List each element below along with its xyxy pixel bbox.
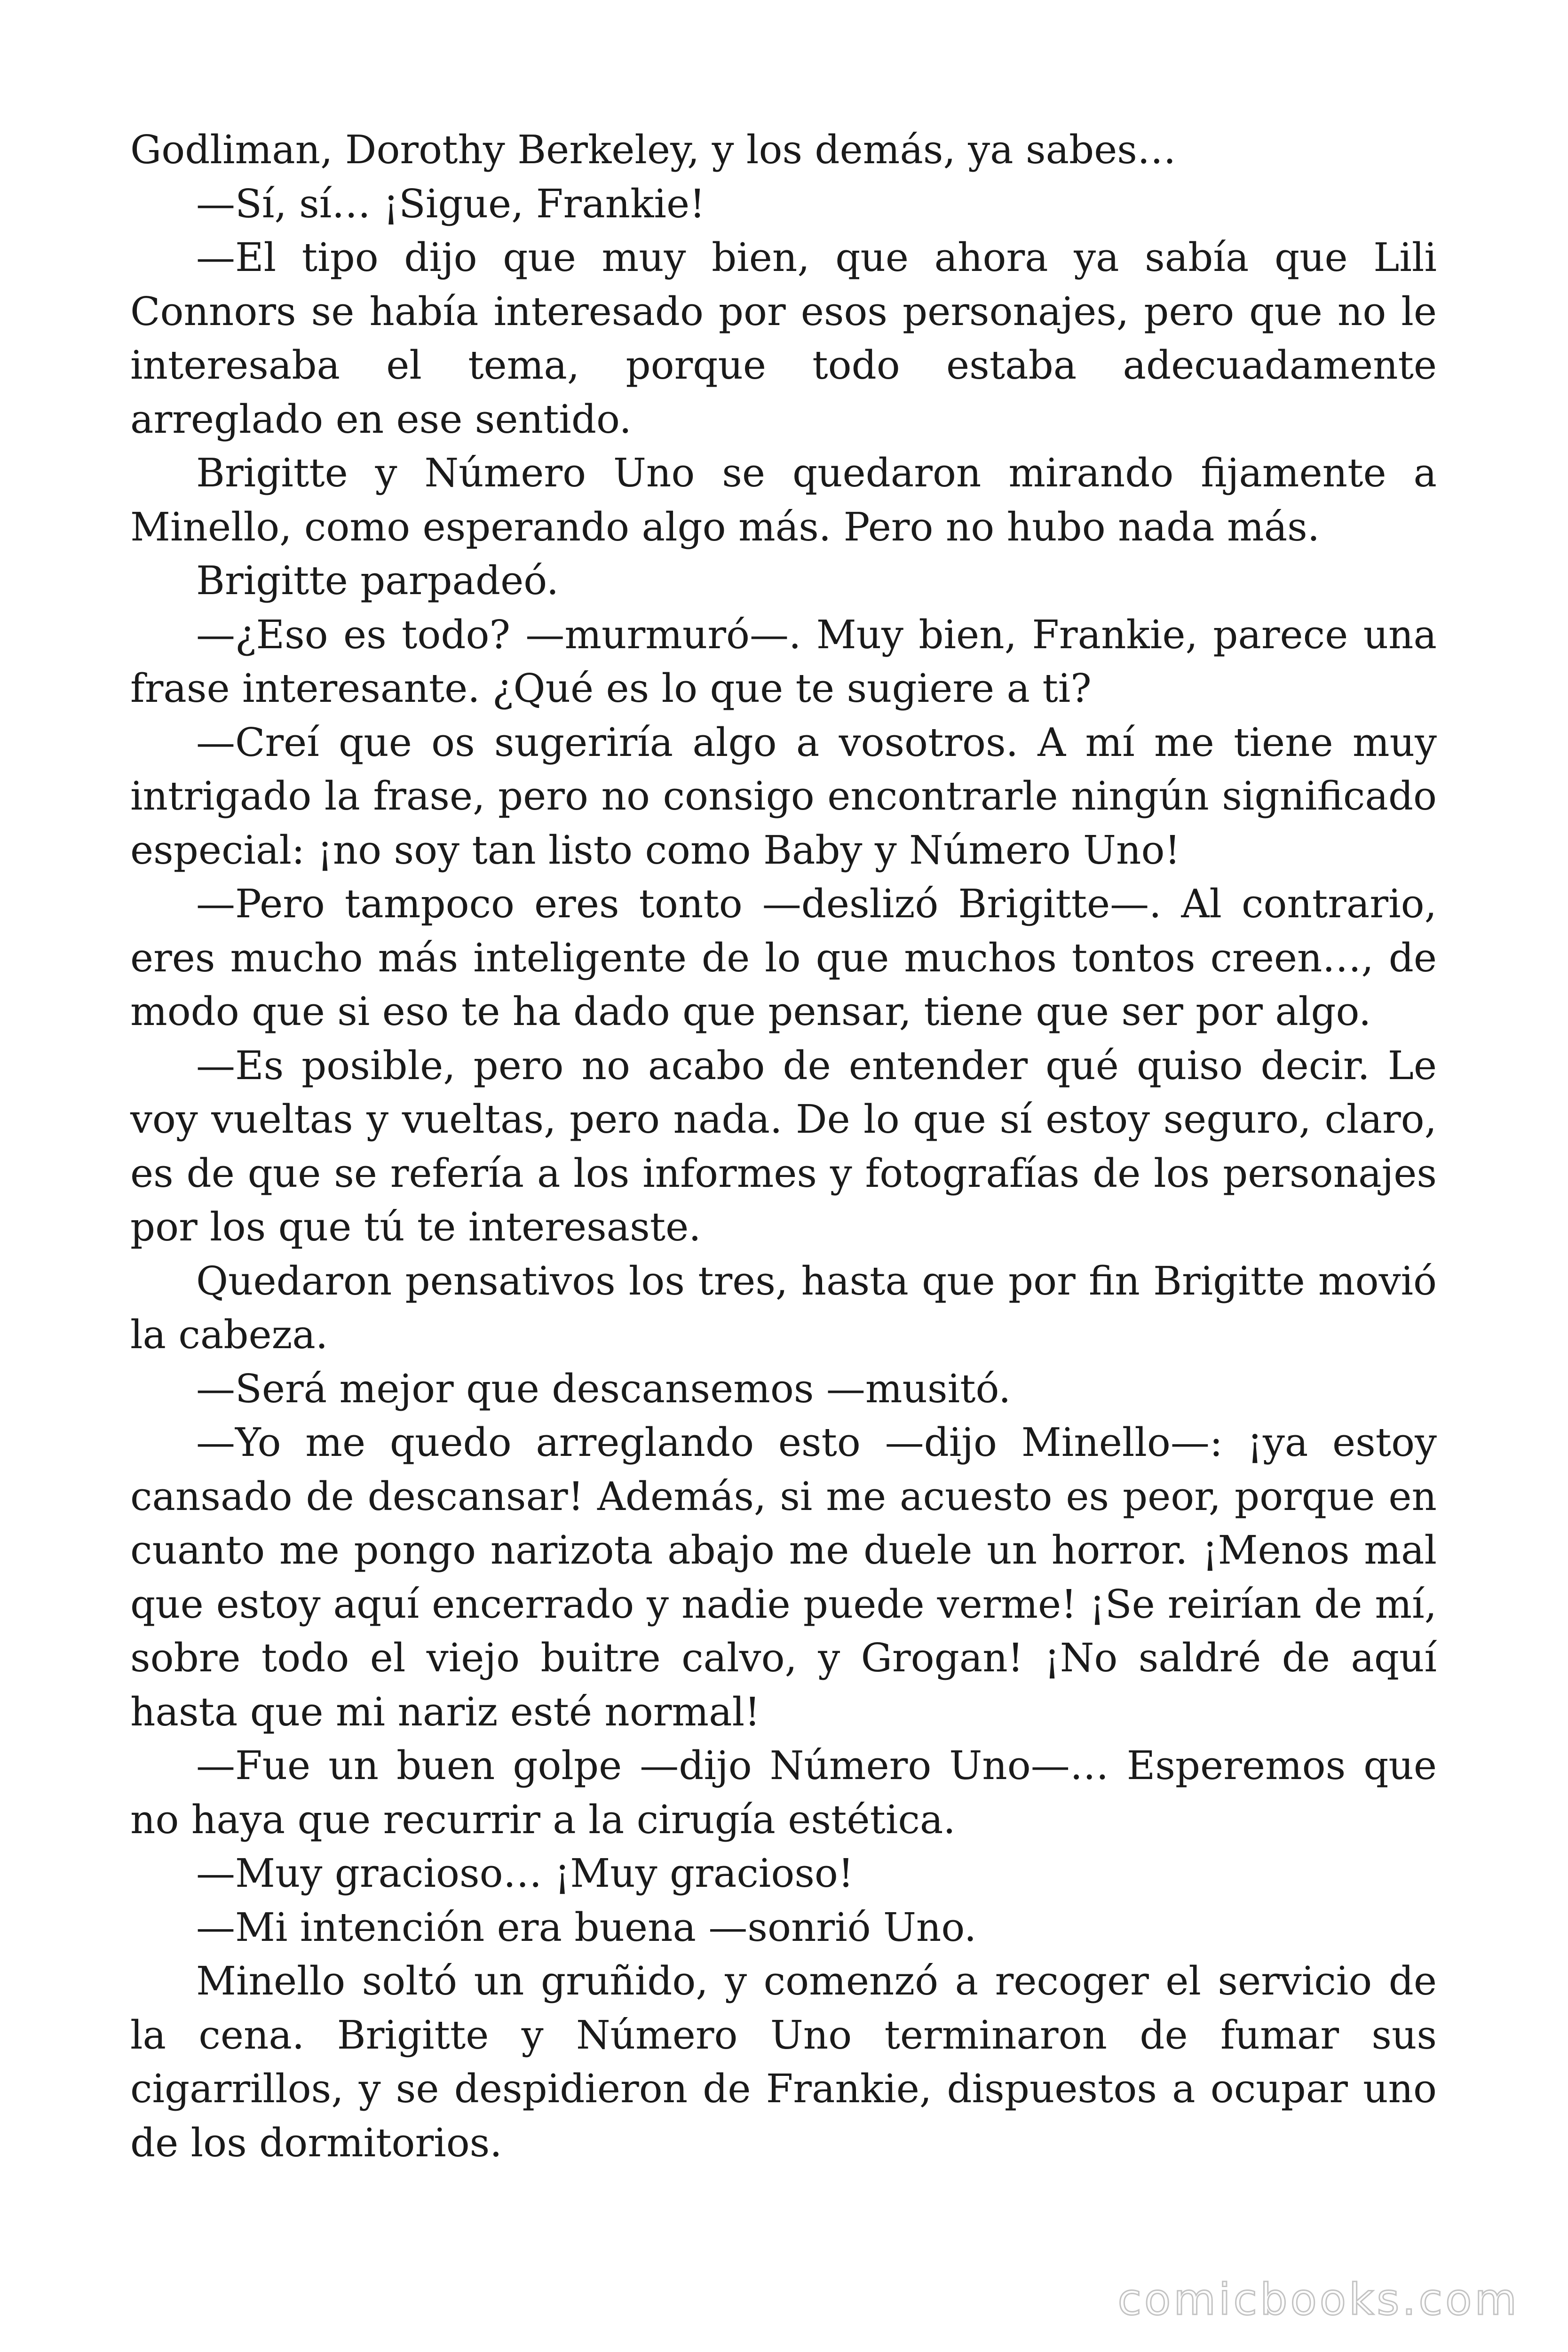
watermark-text: comicbooks.com (1117, 2274, 1520, 2325)
paragraph: —El tipo dijo que muy bien, que ahora ya sabía que Lili Connors se había interesado por esos personajes, pero que no le interesaba el tema, porque todo estaba adecuadamente arreglado en ese sentido. (130, 235, 1437, 442)
paragraph: —Yo me quedo arreglando esto —dijo Minello—: ¡ya estoy cansado de descansar! Además, si me acuesto es peor, porque en cuanto me pongo narizota abajo me duele un horror. ¡Menos mal que estoy aquí encerrado y nadie puede verme! ¡Se reirían de mí, sobre todo el viejo buitre calvo, y Grogan! ¡No saldré de aquí hasta que mi nariz esté normal! (130, 1420, 1437, 1735)
body-text (130, 123, 1437, 2170)
paragraph: —¿Eso es todo? —murmuró—. Muy bien, Frankie, parece una frase interesante. ¿Qué es lo que te sugiere a ti? (130, 612, 1437, 711)
paragraph: —Es posible, pero no acabo de entender qué quiso decir. Le voy vueltas y vueltas, pero nada. De lo que sí estoy seguro, claro, es de que se refería a los informes y fotografías de los personajes por los que tú te interesaste. (130, 1042, 1437, 1250)
paragraph: —Creí que os sugeriría algo a vosotros. A mí me tiene muy intrigado la frase, pero no consigo encontrarle ningún significado especial: ¡no soy tan listo como Baby y Número Uno! (130, 719, 1437, 873)
paragraph: —Mi intención era buena —sonrió Uno. (196, 1904, 977, 1950)
paragraph: Minello soltó un gruñido, y comenzó a recoger el servicio de la cena. Brigitte y Número Uno terminaron de fumar sus cigarrillos, y se despidieron de Frankie, dispuestos a ocupar uno de los dormitorios. (130, 1958, 1437, 2166)
paragraph: —Será mejor que descansemos —musitó. (196, 1366, 1011, 1412)
paragraph: —Muy gracioso… ¡Muy gracioso! (196, 1851, 854, 1896)
paragraph: Brigitte parpadeó. (196, 558, 559, 604)
paragraph: —Fue un buen golpe —dijo Número Uno—… Esperemos que no haya que recurrir a la cirugía estética. (130, 1743, 1437, 1843)
paragraph: Brigitte y Número Uno se quedaron mirando fijamente a Minello, como esperando algo más. Pero no hubo nada más. (130, 450, 1437, 550)
paragraph: —Pero tampoco eres tonto —deslizó Brigitte—. Al contrario, eres mucho más inteligente de lo que muchos tontos creen…, de modo que si eso te ha dado que pensar, tiene que ser por algo. (130, 881, 1437, 1034)
paragraph: Quedaron pensativos los tres, hasta que por fin Brigitte movió la cabeza. (130, 1258, 1437, 1358)
paragraph: —Sí, sí… ¡Sigue, Frankie! (196, 181, 705, 227)
paragraph: Godliman, Dorothy Berkeley, y los demás, ya sabes… (130, 127, 1176, 173)
